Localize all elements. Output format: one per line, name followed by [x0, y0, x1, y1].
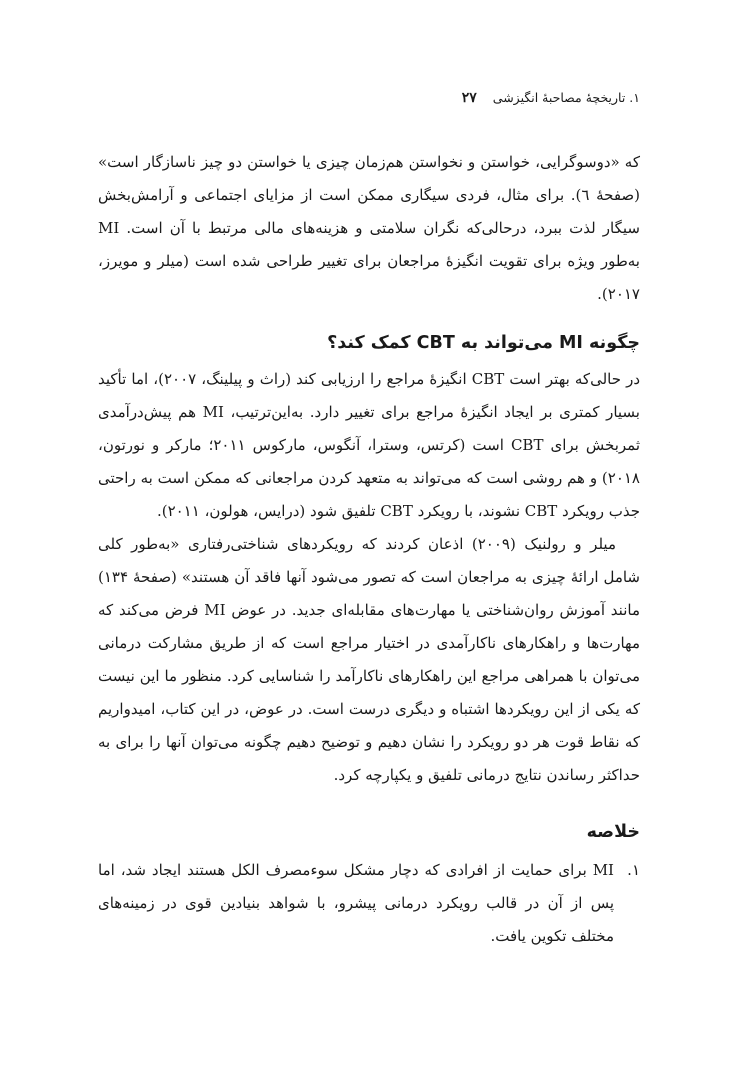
section-heading: چگونه MI می‌تواند به CBT کمک کند؟ [327, 333, 640, 353]
summary-item-number: ۱. [627, 861, 640, 879]
page-number: ۲۷ [461, 90, 477, 106]
book-page [98, 90, 640, 953]
summary-list [98, 854, 640, 953]
running-head [98, 90, 640, 116]
summary-item [98, 854, 640, 953]
chapter-title: ۱. تاریخچهٔ مصاحبهٔ انگیزشی [492, 90, 640, 105]
section-paragraph-2: میلر و رولنیک (۲۰۰۹) اذعان کردند که رویکردهای شناختی‌رفتاری «به‌طور کلی شامل ارائهٔ چیزی به مراجعان است که تصور می‌شود آنها فاقد آن هستند» (صفحهٔ ۱۳۴) مانند آموزش روان‌شناختی یا مهارت‌های مقابله‌ای جدید. در عوض MI فرض می‌کند که مهارت‌ها و راهکارهای ناکارآمدی در اختیار مراجع است که از طریق مشارکت درمانی می‌توان با همراهی مراجع این راهکارهای ناکارآمد را شناسایی کرد. منظور ما این نیست که یکی از این رویکردها اشتباه و دیگری درست است. در عوض، در این کتاب، امیدواریم که نقاط قوت هر دو رویکرد را نشان دهیم و توضیح دهیم چگونه می‌توان آنها را برای به حداکثر رساندن نتایج درمانی تلفیق و یکپارچه کرد. [98, 535, 640, 784]
section-paragraph-1: در حالی‌که بهتر است CBT انگیزهٔ مراجع را ارزیابی کند (راث و پیلینگ، ۲۰۰۷)، اما تأکید بسیار کمتری بر ایجاد انگیزهٔ مراجع برای تغییر دارد. به‌این‌ترتیب، MI هم پیش‌درآمدی ثمربخش برای CBT است (کرتس، وسترا، آنگوس، مارکوس ۲۰۱۱؛ مارکر و نورتون، ۲۰۱۸) و هم روشی است که می‌تواند به متعهد کردن مراجعانی که ممکن است به راحتی جذب رویکرد CBT نشوند، با رویکرد CBT تلفیق شود (درایس، هولون، ۲۰۱۱). [98, 370, 641, 520]
intro-paragraph: که «دوسوگرایی، خواستن و نخواستن هم‌زمان چیزی یا خواستن دو چیز ناسازگار است» (صفحهٔ ٦). برای مثال، فردی سیگاری ممکن است از مزایای اجتماعی و آرامش‌بخش سیگار لذت ببرد، درحالی‌که نگران سلامتی و هزینه‌های مالی مرتبط با آن است. MI به‌طور ویژه برای تقویت انگیزهٔ مراجعان برای تغییر طراحی شده است (میلر و مویرز، ۲۰۱۷). [98, 153, 640, 303]
summary-item-text: MI برای حمایت از افرادی که دچار مشکل سوءمصرف الکل هستند ایجاد شد، اما پس از آن در قالب رویکرد درمانی پیشرو، با شواهد بنیادین قوی در زمینه‌های مختلف تکوین یافت. [98, 861, 614, 945]
summary-heading: خلاصه [586, 822, 640, 842]
